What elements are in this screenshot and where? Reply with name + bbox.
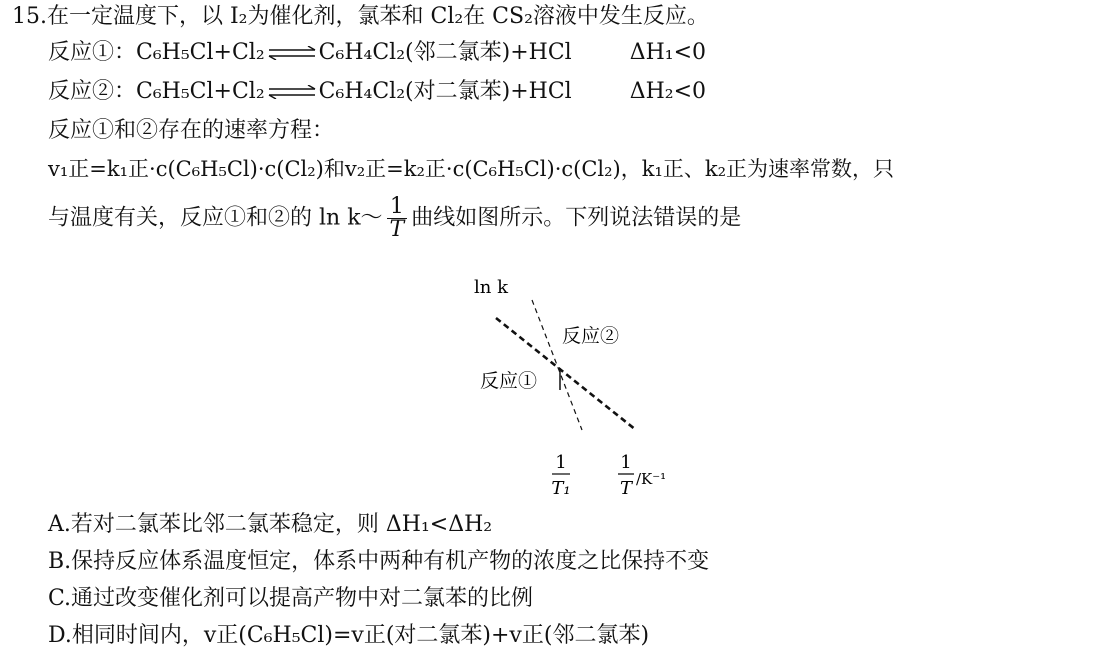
reaction-2-product-name: (对二氯苯): [405, 79, 511, 104]
reaction-1-label: 反应①：: [48, 40, 137, 65]
reaction-2-product: C₆H₄Cl₂: [318, 79, 406, 104]
rate-intro: 反应①和②存在的速率方程：: [48, 118, 335, 143]
reaction-1-reactants: C₆H₅Cl+Cl₂: [136, 40, 265, 65]
reaction-1-label: 反应①: [480, 370, 538, 392]
fraction-denominator: T: [389, 217, 405, 242]
reaction-1-product-name: (邻二氯苯): [405, 40, 511, 65]
rate-continuation: [48, 196, 741, 241]
x-axis-denominator: T: [619, 478, 633, 499]
rate-cont-after: 曲线如图所示。下列说法错误的是: [411, 205, 742, 231]
equilibrium-arrow-icon: [267, 46, 317, 60]
reaction-2-label: 反应②：: [48, 79, 137, 104]
reaction-1-byproduct: +HCl: [510, 40, 572, 65]
rate-equations: v₁正=k₁正·c(C₆H₅Cl)·c(Cl₂)和v₂正=k₂正·c(C₆H₅Cl)·c(Cl₂)，k₁正、k₂正为速率常数，只: [48, 157, 895, 181]
equilibrium-arrow-icon: [267, 85, 317, 99]
t1-denominator: T₁: [551, 478, 571, 499]
reaction-2-line: [532, 300, 582, 430]
x-axis-unit: /K⁻¹: [636, 470, 667, 488]
rate-cont-before: 与温度有关，反应①和②的 ln k～: [48, 205, 383, 231]
y-axis-label: ln k: [474, 277, 508, 298]
reaction-2-reactants: C₆H₅Cl+Cl₂: [136, 79, 265, 104]
question-stem-text: 在一定温度下，以 I₂为催化剂，氯苯和 Cl₂在 CS₂溶液中发生反应。: [47, 4, 709, 29]
option-d: D.相同时间内，v正(C₆H₅Cl)=v正(对二氯苯)+v正(邻二氯苯): [48, 623, 650, 648]
reaction-1-enthalpy: ΔH₁<0: [629, 40, 707, 65]
reaction-2-byproduct: +HCl: [510, 79, 572, 104]
one-over-t-fraction: [387, 196, 408, 241]
option-c: C.通过改变催化剂可以提高产物中对二氯苯的比例: [48, 586, 534, 611]
lnk-vs-inverse-t-graph: [440, 270, 700, 510]
option-a: A.若对二氯苯比邻二氯苯稳定，则 ΔH₁<ΔH₂: [48, 512, 493, 537]
x-axis-numerator: 1: [620, 452, 632, 473]
option-b: B.保持反应体系温度恒定，体系中两种有机产物的浓度之比保持不变: [48, 549, 710, 574]
reaction-2-enthalpy: ΔH₂<0: [629, 79, 707, 104]
question-number: 15.: [12, 4, 47, 29]
question-stem: [12, 2, 709, 32]
fraction-numerator: 1: [387, 196, 407, 219]
reaction-1-product: C₆H₄Cl₂: [318, 40, 406, 65]
reaction-1: [48, 38, 706, 68]
reaction-2: [48, 77, 706, 107]
reaction-2-label: 反应②: [562, 325, 620, 347]
t1-numerator: 1: [555, 452, 567, 473]
graph-canvas: [440, 270, 700, 510]
